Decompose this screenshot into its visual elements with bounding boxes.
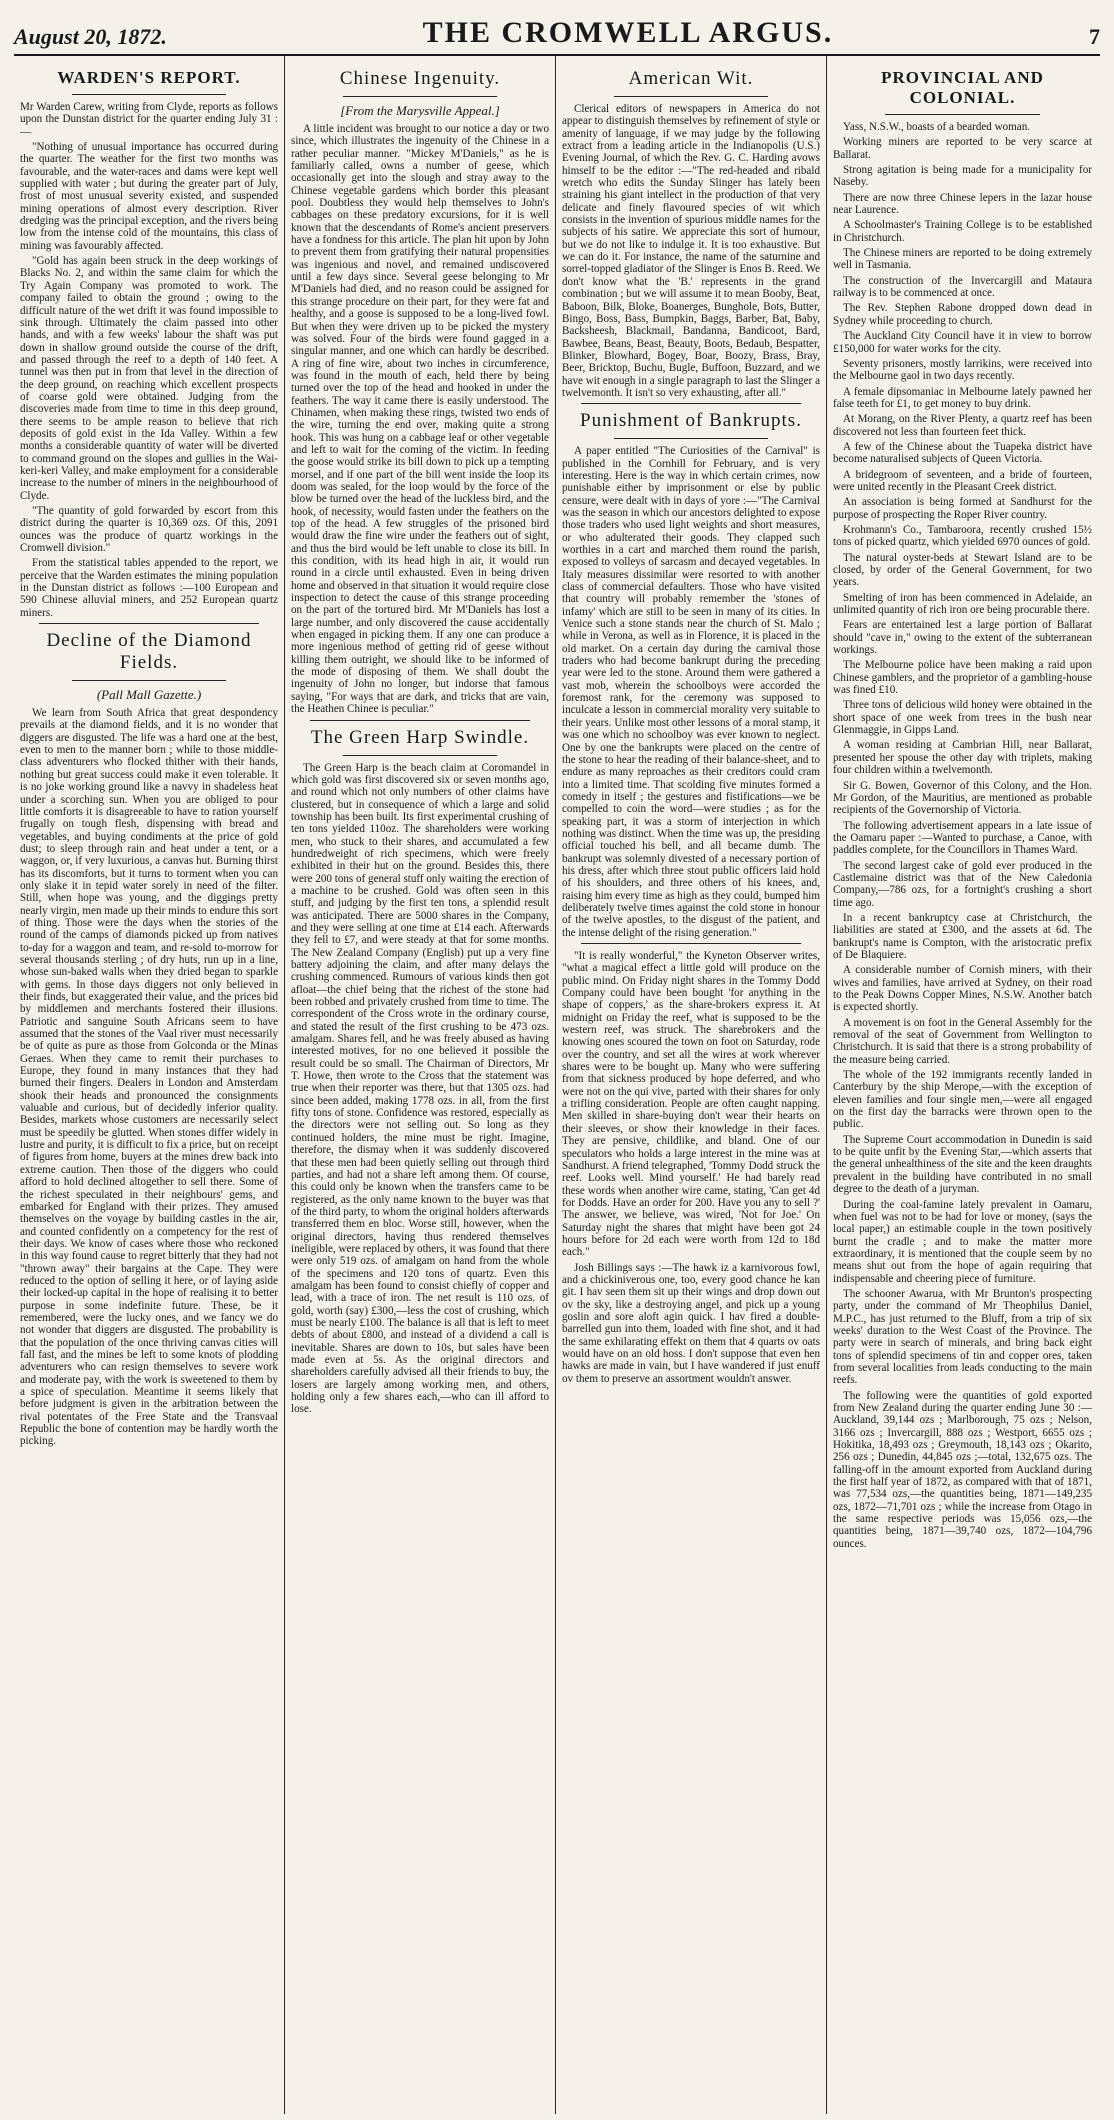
news-item: There are now three Chinese lepers in the lazar house near Laurence. xyxy=(833,191,1092,217)
news-item: A movement is on foot in the General Assembly for the removal of the seat of Government from Wellington to Christchurch. It is said that there is a strong probability of the measure being carried. xyxy=(833,1016,1092,1066)
article-paragraph: A little incident was brought to our notice a day or two since, which illustrates the ingenuity of the Chinese in a rather peculiar manner. "Mickey M'Daniels," as he is familiarly called, owns a number of geese, which occasionally get into the slough and stray away to the Chinese vegetable gardens which border this pleasant pool. Doubtless they would help themselves to John's cabbages on these predatory excursions, for it is well known that the descendants of Rome's ancient preservers have a fondness for this article. The plan hit upon by John to prevent them from gratifying their natural propensities was ingenious and novel, and remained undiscovered until a few days since. Several geese belonging to Mr M'Daniels had died, and no reason could be assigned for this strange procedure on their part, for they were fat and healthy, and a goose is supposed to be a long-lived fowl. But when they were driven up to be picked the mystery was solved. Four of the birds were found gagged in a singular manner, and one which can hardly be described. A ring of fine wire, about two inches in circumference, was found in the mouth of each, held there by being turned over the top of the head and hooked in under the feathers. The way it came there is easily understood. The Chinamen, when making these rings, twisted two ends of the wire, turning the end over, making quite a strong hook. This was hung on a cabbage leaf or other vegetable and left to wait for the coming of the victim. In feeding the goose would strike its bill down to pick up a tempting morsel, and if one part of the bill went inside the loop its doom was sealed, for the loop would by the force of the blow be turned over the head of the luckless bird, and the hook, of necessity, would fasten under the feathers on the top of the head. A few struggles of the prisoned bird would draw the fine wire under the feathers out of sight, and thus the bird would be left unable to close its bill. In this condition, with its head high in air, it would run round in a circle until exhausted. Even in being driven home and observed in that situation it would require close inspection to detect the cause of this strange proceeding on the part of the tortured bird. Mr M'Daniels has lost a large number, and only discovered the cause accidentally when engaged in picking them. If any one can produce a more ingenious method of getting rid of geese without killing them outright, we should like to be informed of the mode of disposing of them. We shall doubt the ingenuity of John no longer, but indorse that famous saying, "For ways that are dark, and tricks that are vain, the Heathen Chinee is peculiar." xyxy=(291,123,549,716)
news-item: The following advertisement appears in a late issue of the Oamaru paper :—Wanted to purchase, a Canoe, with paddles complete, for the Councillors in Thames Ward. xyxy=(833,819,1092,857)
section-rule xyxy=(581,943,800,944)
paper-title: THE CROMWELL ARGUS. xyxy=(422,16,834,49)
title-rule xyxy=(343,96,498,97)
news-item: A few of the Chinese about the Tuapeka district have become naturalised subjects of Queen Victoria. xyxy=(833,440,1092,466)
article-paragraph: "It is really wonderful," the Kyneton Observer writes, "what a magical effect a little gold will produce on the public mind. On Friday night shares in the Tommy Dodd Company could have been bought 'for anything in the shape of coppers,' as the share-brokers express it. At midnight on Friday the reef, what is supposed to be the western reef, was struck. The sharebrokers and the knowing ones scoured the town on foot on Saturday, rode over the country, and set all the wires at work wherever shares were to be bought up. Many who were suffering from that sickness produced by hope deferred, and who were not on the qui vive, parted with their shares for only a trifling consideration. People are often caught napping. Men skilled in share-buying don't wear their hearts on their sleeves, or show their knowledge in their faces. They are pensive, childlike, and bland. One of our speculators who holds a large interest in the mine was at Sandhurst. A friend telegraphed, 'Tommy Dodd struck the reef. Looks well. Mind yourself.' He had barely read these words when another wire came, stating, 'Can get 4d for Dodds. Have an order for 200. Have you any to sell ?' The answer, we believe, was wired, 'Not for Joe.' On Saturday night the shares that might have been got 24 hours before for 2d each were worth from 12d to 18d each." xyxy=(562,950,820,1259)
news-item: Sir G. Bowen, Governor of this Colony, and the Hon. Mr Gordon, of the Mauritius, are mentioned as probable recipients of the Governorship of Victoria. xyxy=(833,779,1092,817)
masthead xyxy=(14,12,1100,56)
news-item: The following were the quantities of gold exported from New Zealand during the quarter ending June 30 :—Auckland, 39,144 ozs ; Marlborough, 75 ozs ; Nelson, 3166 ozs ; Invercargill, 888 ozs ; Westport, 6655 ozs ; Hokitika, 18,493 ozs ; Greymouth, 18,143 ozs ; Okarito, 256 ozs ; Dunedin, 44,845 ozs ;—total, 132,675 ozs. The falling-off in the amount exported from Auckland during the first half year of 1872, as compared with that of 1871, was 77,534 ozs,—the quantities being, 1871—149,235 ozs, 1872—71,701 ozs ; while the increase from Otago in the same respective periods was 15,056 ozs,—the quantities being, 1871—39,740 ozs, 1872—104,796 ounces. xyxy=(833,1389,1092,1550)
news-item: The schooner Awarua, with Mr Brunton's prospecting party, under the command of Mr Theophilus Daniel, M.P.C., has just returned to the Bluff, from a trip of six weeks' duration to the West Coast of the Province. The party were in search of minerals, and bring back eight tons of splendid specimens of tin and copper ores, taken from several localities from leads conducting to the main reefs. xyxy=(833,1287,1092,1387)
news-item: A considerable number of Cornish miners, with their wives and families, have arrived at Sydney, on their road to the Peak Downs Copper Mines, N.S.W. Another batch is expected shortly. xyxy=(833,964,1092,1014)
news-item: The natural oyster-beds at Stewart Island are to be closed, by order of the General Government, for two years. xyxy=(833,551,1092,589)
news-item: The construction of the Invercargill and Mataura railway is to be commenced at once. xyxy=(833,274,1092,300)
article-title-provincial: PROVINCIAL AND COLONIAL. xyxy=(881,68,1044,107)
news-item: Working miners are reported to be very scarce at Ballarat. xyxy=(833,136,1092,161)
column-2 xyxy=(285,56,556,2114)
news-item: Seventy prisoners, mostly larrikins, were received into the Melbourne gaol in two days recently. xyxy=(833,357,1092,383)
section-rule xyxy=(581,403,800,404)
title-rule xyxy=(72,94,227,95)
title-rule xyxy=(614,438,769,439)
news-item: The Supreme Court accommodation in Dunedin is said to be quite unfit by the Evening Star,—which asserts that the general unhealthiness of the site and the keen draughts prevalent in the building have contributed in no small degree to the death of a juryman. xyxy=(833,1133,1092,1196)
news-item: A bridegroom of seventeen, and a bride of fourteen, were united recently in the Pleasant Creek district. xyxy=(833,468,1092,493)
news-item: Yass, N.S.W., boasts of a bearded woman. xyxy=(843,121,1031,133)
news-item: Smelting of iron has been commenced in Adelaide, an unlimited quantity of rich iron ore being procurable there. xyxy=(833,591,1092,617)
article-paragraph: Mr Warden Carew, writing from Clyde, reports as follows upon the Dunstan district for the quarter ending July 31 :— xyxy=(20,101,278,138)
title-rule xyxy=(614,96,769,97)
article-title-diamond-fields: Decline of the Diamond Fields. xyxy=(46,630,252,674)
article-paragraph: The Green Harp is the beach claim at Coromandel in which gold was first discovered six or seven months ago, and round which not only numbers of other claims have clustered, but in consequence of which a large and solid township has been built. Its first experimental crushing of ten tons yielded 110oz. The shareholders were working men, who stuck to their shares, and accumulated a few hundredweight of rich specimens, which were freely exhibited in their hut on the ground. Besides this, there were 200 tons of general stuff only waiting the erection of a machine to be crushed. Gold was often seen in this stuff, and judging by the first ten tons, a splendid result was anticipated. There are 5000 shares in the Company, and they were selling at one time at £14 each. Afterwards they fell to £7, and were steady at that for some months. The New Zealand Company (English) put up a very fine battery adjoining the claim, and after many delays the crushing commenced. Rumours of various kinds then got afloat—the chief being that the richest of the stone had been robbed and privately crushed from time to time. The correspondent of the Cross wrote in the ordinary course, and stated the result of the first crushing to be 473 ozs. amalgam. Shares fell, and he was freely abused as having interested motives, for no one believed it possible the result could be so small. The Chairman of Directors, Mr T. Howe, then wrote to the Cross that the statement was true when their reporter was there, but that 1305 ozs. had since been added, making 1778 ozs. in all, from the first fifty tons of stone. Confidence was restored, especially as the directors were not selling out. So long as they continued holders, the mine must be right. Imagine, therefore, the dismay when it was suddenly discovered that these men had been quietly selling out through third parties, and had not a share left among them. Of course, this could only be known when the transfers came to be registered, as the only name known to the buyer was that of the third party, to whom the original holders afterwards transferred them en bloc. Worse still, however, when the original directors, having thus rendered themselves ineligible, were replaced by others, it was found that there were only 519 ozs. of amalgam on hand from the whole of the specimens and 120 tons of quartz. Even this amalgam has been found to consist chiefly of copper and lead, with a trace of iron. The net result is 110 ozs. of gold, worth (say) £300,—less the cost of crushing, which must be nearly £100. The balance is all that is left to meet debts of about £800, and instead of a dividend a call is inevitable. Shares are down to 10s, but sales have been made even at 5s. As the original directors and shareholders carefully advised all their friends to buy, the losers are largely among working men, and others, holding only a few shares each,—who can ill afford to lose. xyxy=(291,761,549,1416)
title-rule xyxy=(343,755,498,756)
news-item: Krohmann's Co., Tambaroora, recently crushed 15½ tons of picked quartz, which yielded 6970 ounces of gold. xyxy=(833,523,1092,549)
title-rule xyxy=(72,680,227,681)
article-title-chinese-ingenuity: Chinese Ingenuity. xyxy=(339,68,501,89)
news-item: The whole of the 192 immigrants recently landed in Canterbury by the ship Merope,—with the exception of eleven families and four single men,—were all engaged on the first day the barracks were thrown open to the public. xyxy=(833,1069,1092,1131)
column-1 xyxy=(14,56,285,2114)
article-paragraph: A paper entitled "The Curiosities of the Carnival" is published in the Cornhill for February, and is very interesting. Here is the way in which certain crimes, now punishable either by imprisonment or else by public censure, were dealt with in days of yore :—"The Carnival was the season in which our ancestors delighted to expose those traders who used light weights and short measures, or who adulterated their goods. They clapped such worthies in a cart and marched them round the parish, exposed to volleys of sarcasm and decayed vegetables. In Italy measures dissimilar were resorted to with another class of commercial defaulters. Those who have visited that country will probably remember the 'stones of infamy' which are still to be seen in many of its cities. In Venice such a stone stands near the church of St. Malo ; while in Verona, as well as in Florence, it is placed in the old market. On a certain day during the carnival those traders who had become bankrupt during the preceding year were led to the stone. Around them were gathered a vast mob, wherein the schoolboys were accorded the foremost rank, for the ceremony was supposed to inculcate a lesson in commercial morality very suitable to their years. Unlike most other lessons of a moral stamp, it was one which no schoolboy was ever known to neglect. One by one the bankrupts were placed on the centre of the stone to hear the reading of their balance-sheet, and to endure as many reproaches as their creditors could cram into a limited time. That scolding five minutes formed a comedy in itself ; the gestures and fistifications—we be compelled to coin the word—were studies ; as for the speaking part, it was a storm of interjection in which nothing was distinct. When the time was up, the presiding official touched his bell, and all became dumb. The bankrupt was solemnly divested of a necessary portion of his dress, after which three stout public officers laid hold of his shoulders, and three others of his knees, and, raising him every time as high as they could, bumped him deliberately twelve times against the cold stone in honour of the twelve apostles, to the disgust of the patient, and the intense delight of the rising generation." xyxy=(562,445,820,939)
article-paragraph: Clerical editors of newspapers in America do not appear to distinguish themselves by refinement of style or amenity of language, if we may judge by the following extract from a leading article in the Indianopolis (U.S.) Evening Journal, of which the Rev. G. C. Harding avows himself to be the editor :—"The red-headed and ribald wretch who edits the Sunday Slinger has lately been straining his giant intellect in the production of that very delicate and finely flavoured species of wit which consists in the invention of spurious middle names for the subjects of his satire. We appreciate this sort of humour, but we do not like to indulge it. It is too exhaustive. But we can do it. For instance, the name of the saturnine and sorrel-topped gladiator of the Slinger is Enos B. Reed. We don't know what the 'B.' represents in the grand combination ; but we will assume it to mean Booby, Beat, Baboon, Bilk, Bloke, Boanerges, Bunghole, Bots, Butter, Bingo, Boss, Bass, Bumpkin, Baggs, Barber, Bat, Baby, Backsheesh, Blackmail, Bandanna, Bandicoot, Bard, Bawbee, Beans, Beast, Beauty, Boots, Bedaub, Bespatter, Blinker, Blowhard, Bogey, Boar, Boozy, Brass, Bray, Beer, Bricktop, Buchu, Bugle, Buffoon, Buzzard, and we have wit enough in a single paragraph to last the Slinger a twelvemonth. It isn't so very exhausting, after all." xyxy=(562,103,821,399)
article-paragraph: From the statistical tables appended to the report, we perceive that the Warden estimates the mining population in the Dunstan district as follows :—100 European and 590 Chinese alluvial miners, and 252 European quartz miners. xyxy=(20,557,278,619)
article-title-green-harp: The Green Harp Swindle. xyxy=(310,726,530,748)
article-source: [From the Marysville Appeal.] xyxy=(340,103,500,118)
column-3 xyxy=(556,56,827,2114)
section-rule xyxy=(39,623,258,624)
news-item: Strong agitation is being made for a municipality for Naseby. xyxy=(833,164,1092,189)
news-item-list xyxy=(833,121,1092,1550)
article-title-american-wit: American Wit. xyxy=(628,68,754,89)
news-item: An association is being formed at Sandhurst for the purpose of prospecting the Roper River country. xyxy=(833,496,1092,521)
news-item: The Chinese miners are reported to be doing extremely well in Tasmania. xyxy=(833,247,1092,272)
article-title-bankrupts: Punishment of Bankrupts. xyxy=(580,410,802,432)
news-item: During the coal-famine lately prevalent in Oamaru, when fuel was not to be had for love or money, (says the local paper,) an estimable couple in the town positively burnt the cradle ; and to make the matter more extraordinary, it is mentioned that the couple seem by no means shut out from the hope of again requiring that indispensable and cheering piece of furniture. xyxy=(833,1198,1092,1285)
article-paragraph: Josh Billings says :—The hawk iz a karnivorous fowl, and a chickiniverous one, too, every good chance he kan git. I hav seen them sit up their wings and drop down out ov the sky, like a destroying angel, and pick up a young goslin and sore aloft agin quick. I hav fired a double-barrelled gun into them, loaded with fine shot, and it had the same exhilarating effekt on them that 4 quarts ov oats would have on an old hoss. I don't suppose that even hen hawks are made in vain, but I have wandered if just enuff ov them to preserve an assortment wouldn't answer. xyxy=(562,1261,820,1385)
issue-date: August 20, 1872. xyxy=(14,24,167,49)
news-item: A female dipsomaniac in Melbourne lately pawned her false teeth for £1, to get money to buy drink. xyxy=(833,385,1092,410)
news-item: A woman residing at Cambrian Hill, near Ballarat, presented her spouse the other day with triplets, making four children within a twelvemonth. xyxy=(833,739,1092,777)
news-item: A Schoolmaster's Training College is to be established in Christchurch. xyxy=(833,219,1092,244)
article-paragraph: We learn from South Africa that great despondency prevails at the diamond fields, and it is no wonder that diggers are disgusted. The life was a hard one at the best, even to men to the manner born ; while to those middle-class adventurers who flocked thither with their hands, nothing but great success could make it even tolerable. It is no joke working ground like a navvy in shadeless heat under a scorching sun. When you are obliged to pour little comforts it is disagreeable to have to ration yourself frugally on tough flesh, dispensing with bread and vegetables, and buying condiments at the price of gold dust; to sleep through rain and heat under a tent, or a waggon, or, if very luxurious, a canvas hut. Burning thirst has its discomforts, but it turns to torment when you can only slake it in tepid water sorely in need of the filter. Still, when hope was young, and the diggings pretty nearly virgin, men made up their minds to endure this sort of thing. Those were the days when the stories of the round of the camps of diamonds picked up from natives to-day for a waggon and team, and re-sold to-morrow for several thousands sterling ; of dry huts, run up in a line, whose sun-baked walls when they dried began to sparkle with gems. In those days diggers not only believed in their finds, but exaggerated their value, and the prices bid by middlemen and merchants fostered their illusions. Patriotic and sanguine South Africans seem to have assumed that the stones of the Vaal river must necessarily be of quite as pure as those from Golconda or the Minas Geraes. When they came to remit their purchases to Europe, they found in many instances that they had burned their fingers. Dealers in London and Amsterdam shook their heads and pronounced the consignments valuable and curious, but of decidedly inferior quality. Besides, markets whose customers are necessarily select must be speedily be glutted. When stones differ widely in lustre and purity, it is difficult to fix a price, but on receipt of figures from home, buyers at the mines drew back into extreme caution. Then those of the diggers who could afford to hold declined altogether to sell there. Some of the richest speculated in their neighbours' gems, and embarked for England with their prizes. They amused themselves on the voyage by building castles in the air, and counted confidently on a competency for the rest of their days. We know of cases where those who reckoned in this way found cause to regret bitterly that they had not "thrown away" their bargains at the Cape. They were reduced to the option of selling it here, or of laying aside their locked-up capital in the hope of realising it to better purpose in some indefinite future. These, be it remembered, were the lucky ones, and we fancy we do not wonder that diggers are disgusted. The probability is that the population of the once thriving canvas cities will fall fast, and the mines be left to some knots of plodding adventurers who can resign themselves to severe work and moderate pay, with the work is sweetened to them by a spice of speculation. Meantime it seems likely that before judgment is given in the arbitration between the rival potentates of the Free State and the Transvaal Republic the bone of contention may be hardly worth the picking. xyxy=(20,707,278,1448)
news-item: The Auckland City Council have it in view to borrow £150,000 for water works for the city. xyxy=(833,330,1092,355)
news-item: In a recent bankruptcy case at Christchurch, the liabilities are stated at £300, and the assets at 6d. The bankrupt's name is Compton, with the aristocratic prefix of De Blaquiere. xyxy=(833,911,1092,961)
article-paragraph: "The quantity of gold forwarded by escort from this district during the quarter is 10,369 ozs. Of this, 2091 ounces was the produce of quartz workings in the Cromwell division." xyxy=(20,505,278,555)
article-paragraph: "Nothing of unusual importance has occurred during the quarter. The weather for the first two months was favourable, and the water-races and dams were kept well supplied with water ; but during the greater part of July, frost of most unusual severity existed, and suspended mining operations of almost every description. River dredging was the principal exception, and the rivers being low from the intense cold of the mountains, this class of mining was favourably affected. xyxy=(20,141,278,252)
news-item: The second largest cake of gold ever produced in the Castlemaine district was that of the New Caledonia Company,—786 ozs, for a fortnight's crushing a short time ago. xyxy=(833,859,1092,909)
section-rule xyxy=(310,720,529,721)
article-paragraph: "Gold has again been struck in the deep workings of Blacks No. 2, and within the same claim for which the Try Again Company was promoted to work. The company failed to obtain the ground ; owing to the difficult nature of the wet drift it was found impossible to sink through. Ultimately the claim passed into other hands, and with a few weeks' labour the shaft was put down in shallow ground outside the course of the drift, and passed through the reef to a depth of 140 feet. A tunnel was then put in from that level in the direction of the deep ground, on reaching which excellent prospects of coarse gold were obtained. Judging from the discoveries made from time to time in this deep ground, there seems to be ample reason to believe that rich deposits of gold exist in the Ida Valley. Within a few months a considerable quantity of water will be diverted to command ground on the slopes and gullies in the Wai-keri-keri Valley, and make employment for a considerable increase to the number of miners in the neighbourhood of Clyde. xyxy=(20,255,278,502)
news-item: At Morang, on the River Plenty, a quartz reef has been discovered not less than fourteen feet thick. xyxy=(833,413,1092,438)
article-title-wardens-report: WARDEN'S REPORT. xyxy=(57,68,241,87)
news-item: Fears are entertained lest a large portion of Ballarat should "cave in," owing to the extent of the subterranean workings. xyxy=(833,619,1092,657)
column-4 xyxy=(827,56,1098,2114)
news-item: The Rev. Stephen Rabone dropped down dead in Sydney while proceeding to church. xyxy=(833,302,1092,327)
title-rule xyxy=(885,114,1040,115)
columns xyxy=(14,56,1100,2114)
article-source: (Pall Mall Gazette.) xyxy=(96,687,202,703)
news-item: The Melbourne police have been making a raid upon Chinese gamblers, and the proprietor of a gambling-house was fined £10. xyxy=(833,659,1092,697)
page-number: 7 xyxy=(1089,24,1100,49)
news-item: Three tons of delicious wild honey were obtained in the short space of one week from trees in the bush near Glenmaggie, in Gipps Land. xyxy=(833,699,1092,737)
